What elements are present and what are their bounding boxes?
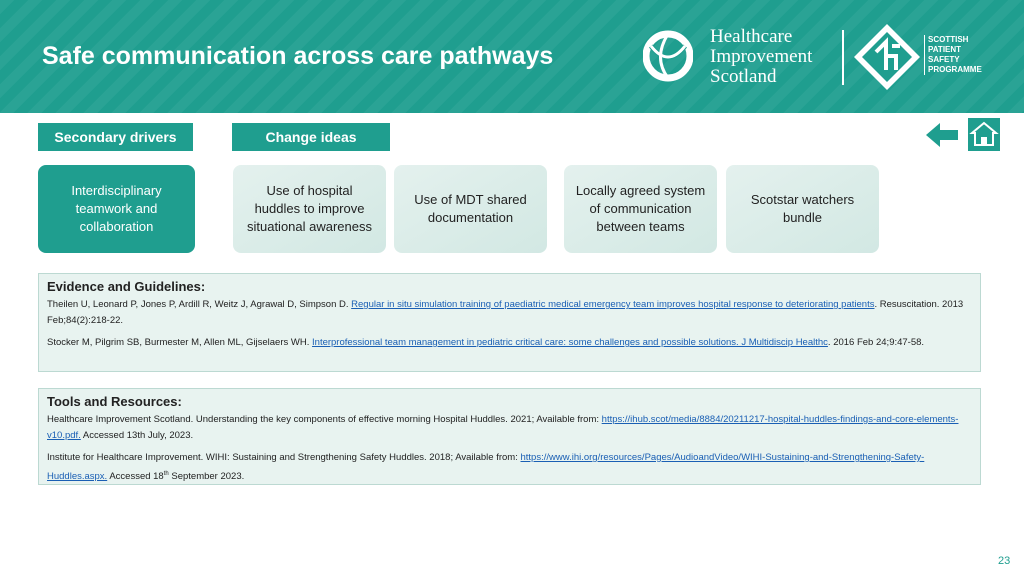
secondary-driver-box[interactable]: Interdisciplinary teamwork and collaboration [38, 165, 195, 253]
evidence-panel [38, 273, 981, 372]
his-wordmark [710, 27, 812, 87]
ref-link[interactable]: Regular in situ simulation training of paediatric medical emergency team improves hospital response to deteriorating patients [351, 299, 875, 310]
spsp-line: PATIENT [928, 45, 962, 54]
ref-text: Accessed 13th July, 2023. [80, 430, 194, 441]
his-knot-logo-icon [643, 28, 693, 84]
ref-text: September 2023. [168, 471, 245, 483]
logo-divider [842, 30, 844, 85]
change-idea-box[interactable]: Use of MDT shared documentation [394, 165, 547, 253]
tools-reference [47, 450, 972, 485]
his-line: Improvement [710, 46, 813, 67]
evidence-heading: Evidence and Guidelines: [47, 279, 206, 294]
secondary-drivers-tab: Secondary drivers [38, 123, 193, 151]
back-arrow-icon[interactable] [924, 121, 960, 149]
tools-heading: Tools and Resources: [47, 394, 182, 409]
tools-reference [47, 412, 972, 444]
ref-text: Institute for Healthcare Improvement. WIHI: Sustaining and Strengthening Safety Huddles. 2018; Available from: [47, 452, 521, 463]
ref-text: Theilen U, Leonard P, Jones P, Ardill R, Weitz J, Agrawal D, Simpson D. [47, 299, 352, 310]
ref-link[interactable]: https://www.ihi.org/resources/Pages/AudioandVideo/WIHI-Sustaining-and-Strengthening-Safety-Huddles.aspx. [47, 452, 925, 483]
change-ideas-tab: Change ideas [232, 123, 390, 151]
change-idea-box[interactable]: Locally agreed system of communication between teams [564, 165, 717, 253]
change-idea-box[interactable]: Scotstar watchers bundle [726, 165, 879, 253]
his-line: Healthcare [710, 26, 793, 47]
ref-text: Healthcare Improvement Scotland. Understanding the key components of effective morning Hospital Huddles. 2021; Available from: [47, 414, 602, 425]
spsp-line: SAFETY [928, 55, 960, 64]
spsp-line: SCOTTISH [928, 35, 969, 44]
spsp-line: PROGRAMME [928, 65, 982, 74]
ref-text: Accessed 18 [107, 471, 164, 483]
evidence-reference [47, 297, 972, 329]
header-banner [0, 0, 1024, 113]
ref-superscript: th [163, 471, 169, 477]
ref-text: . 2016 Feb 24;9:47-58. [827, 337, 925, 348]
spsp-wordmark [924, 35, 982, 75]
home-icon[interactable] [968, 118, 1000, 151]
his-line: Scotland [710, 66, 777, 87]
page-title: Safe communication across care pathways [42, 42, 554, 70]
ref-link[interactable]: https://ihub.scot/media/8884/20211217-hospital-huddles-findings-and-core-elements-v10.pdf. [47, 414, 959, 441]
evidence-reference [47, 335, 972, 351]
page-number: 23 [998, 555, 1011, 567]
change-idea-box[interactable]: Use of hospital huddles to improve situational awareness [233, 165, 386, 253]
every-person-every-time-badge-icon [852, 22, 922, 92]
ref-text: . Resuscitation. 2013 Feb;84(2):218-22. [47, 299, 964, 326]
tools-panel [38, 388, 981, 485]
ref-text: Stocker M, Pilgrim SB, Burmester M, Allen ML, Gijselaers WH. [47, 337, 313, 348]
ref-link[interactable]: Interprofessional team management in pediatric critical care: some challenges and possible solutions. J Multidiscip Healthc [312, 337, 828, 348]
